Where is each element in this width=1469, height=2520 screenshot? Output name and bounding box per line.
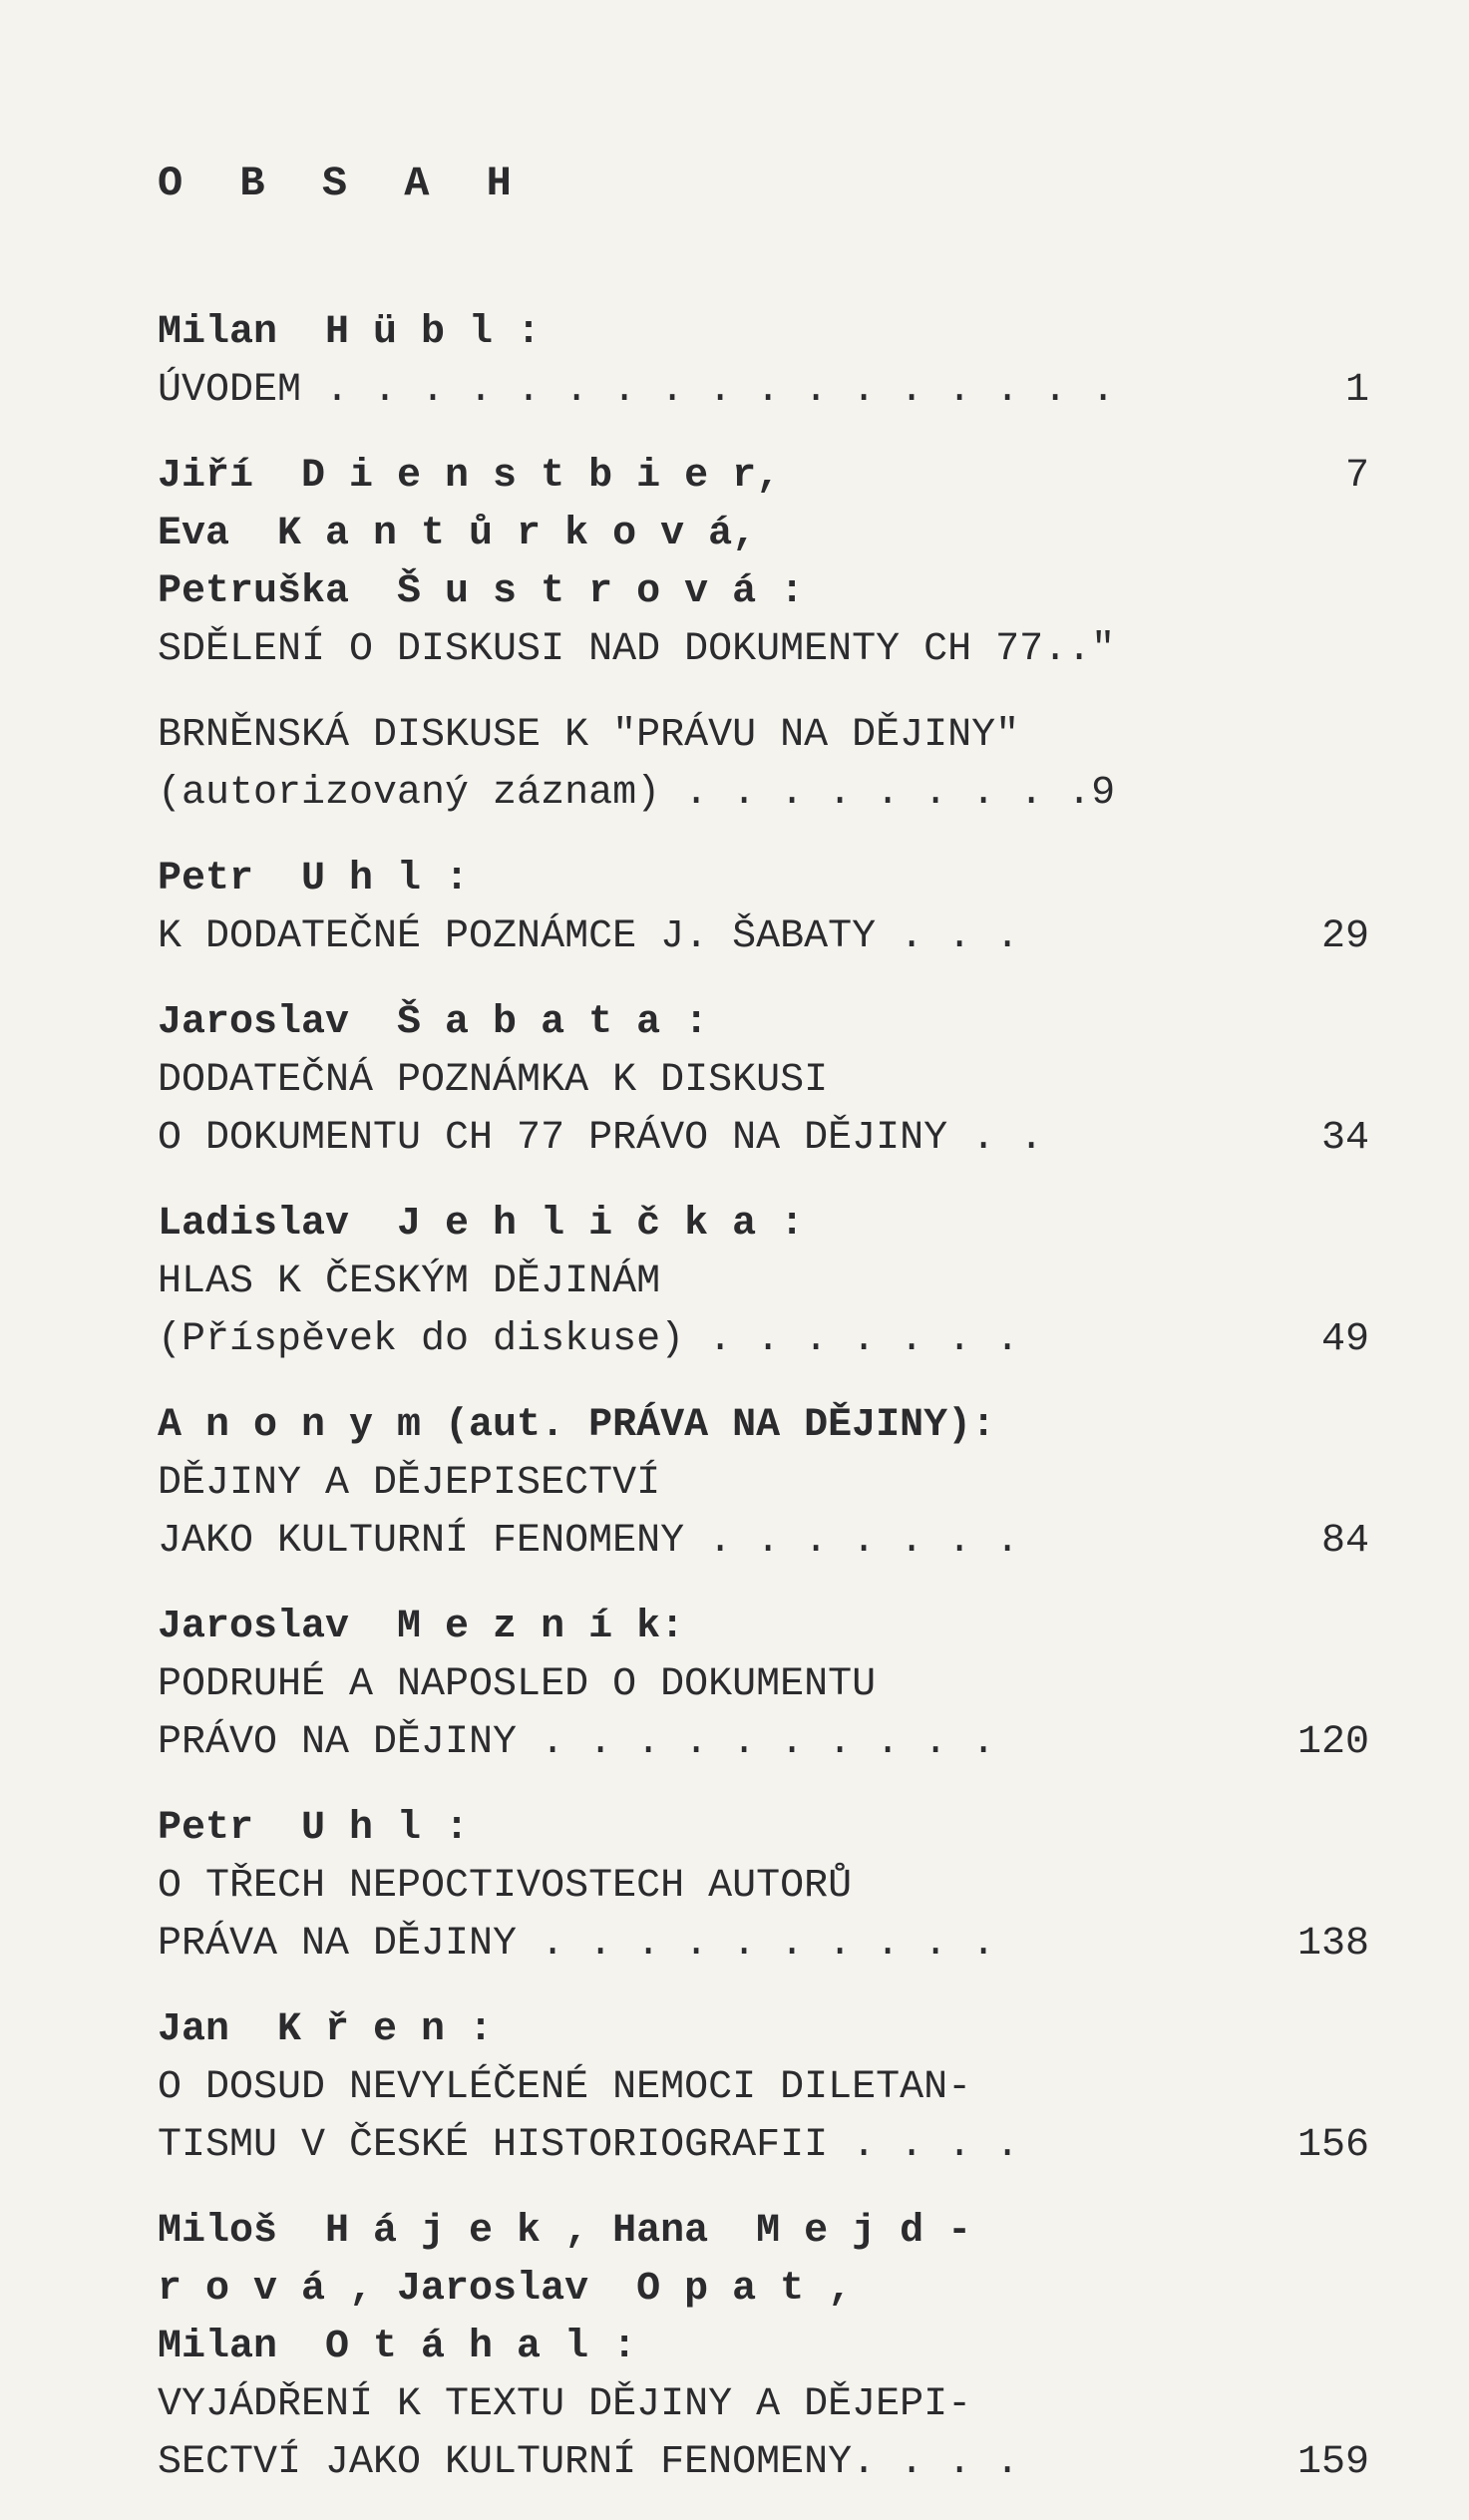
toc-entry — [158, 2001, 1369, 2175]
toc-title-line — [158, 1916, 1369, 1974]
title-text: O TŘECH NEPOCTIVOSTECH AUTORŮ — [158, 1864, 853, 1909]
title-text: PODRUHÉ A NAPOSLED O DOKUMENTU — [158, 1662, 877, 1707]
title-text: SECTVÍ JAKO KULTURNÍ FENOMENY. . . . — [158, 2440, 1020, 2485]
toc-author-line — [158, 448, 1369, 506]
page-number: 156 — [1296, 2123, 1369, 2168]
toc-entry — [158, 994, 1369, 1168]
author-text: r o v á , Jaroslav O p a t , — [158, 2267, 853, 2312]
page-number: 120 — [1296, 1720, 1369, 1765]
toc-author-line — [158, 2001, 1369, 2059]
title-text: JAKO KULTURNÍ FENOMENY . . . . . . . — [158, 1519, 1020, 1564]
page-number: 159 — [1296, 2440, 1369, 2485]
title-text: PRÁVO NA DĚJINY . . . . . . . . . . — [158, 1720, 996, 1765]
author-text: Jan K ř e n : — [158, 2007, 494, 2052]
page-number: 84 — [1320, 1519, 1369, 1564]
title-text: DĚJINY A DĚJEPISECTVÍ — [158, 1461, 661, 1506]
toc-entry — [158, 707, 1369, 823]
toc-title-line — [158, 2376, 1369, 2434]
toc-author-line — [158, 563, 1369, 621]
title-text: DODATEČNÁ POZNÁMKA K DISKUSI — [158, 1058, 829, 1103]
author-text: Petr U h l : — [158, 857, 470, 901]
toc-title-line — [158, 1110, 1369, 1168]
toc-entry — [158, 304, 1369, 420]
title-text: TISMU V ČESKÉ HISTORIOGRAFII . . . . — [158, 2123, 1020, 2168]
title-text: BRNĚNSKÁ DISKUSE K "PRÁVU NA DĚJINY" — [158, 713, 1020, 758]
title-text: O DOSUD NEVYLÉČENÉ NEMOCI DILETAN- — [158, 2065, 972, 2110]
title-text: (autorizovaný záznam) . . . . . . . . .9 — [158, 771, 1116, 816]
author-text: A n o n y m (aut. PRÁVA NA DĚJINY): — [158, 1403, 996, 1448]
title-text: VYJÁDŘENÍ K TEXTU DĚJINY A DĚJEPI- — [158, 2382, 972, 2427]
author-text: Milan H ü b l : — [158, 310, 542, 355]
author-text: Milan O t á h a l : — [158, 2325, 637, 2369]
title-text: PRÁVA NA DĚJINY . . . . . . . . . . — [158, 1922, 996, 1967]
toc-title-line — [158, 1311, 1369, 1369]
toc-title-line — [158, 1714, 1369, 1772]
title-text: K DODATEČNÉ POZNÁMCE J. ŠABATY . . . — [158, 914, 1020, 959]
table-of-contents — [158, 304, 1369, 2520]
page-number: 7 — [1344, 454, 1369, 499]
toc-author-line — [158, 1800, 1369, 1858]
page-number: 34 — [1320, 1116, 1369, 1161]
author-text: Miloš H á j e k , Hana M e j d - — [158, 2209, 972, 2254]
toc-title-line — [158, 1052, 1369, 1110]
title-text: O DOKUMENTU CH 77 PRÁVO NA DĚJINY . . — [158, 1116, 1044, 1161]
toc-author-line — [158, 2319, 1369, 2376]
toc-title-line — [158, 2059, 1369, 2117]
page-number: 1 — [1344, 368, 1369, 413]
author-text: Ladislav J e h l i č k a : — [158, 1202, 805, 1247]
author-text: Jaroslav M e z n í k: — [158, 1605, 685, 1649]
toc-author-line — [158, 2261, 1369, 2319]
toc-entry — [158, 1196, 1369, 1369]
toc-title-line — [158, 362, 1369, 420]
title-text: HLAS K ČESKÝM DĚJINÁM — [158, 1260, 661, 1304]
toc-author-line — [158, 1397, 1369, 1455]
toc-author-line — [158, 1196, 1369, 1254]
toc-author-line — [158, 851, 1369, 908]
toc-entry — [158, 2203, 1369, 2492]
toc-title-line — [158, 1455, 1369, 1513]
toc-author-line — [158, 506, 1369, 563]
title-text: SDĚLENÍ O DISKUSI NAD DOKUMENTY CH 77.." — [158, 627, 1116, 672]
toc-author-line — [158, 1599, 1369, 1656]
page-heading: O B S A H — [158, 160, 528, 207]
author-text: Petruška Š u s t r o v á : — [158, 569, 805, 614]
author-text: Jiří D i e n s t b i e r, — [158, 454, 781, 499]
page-number: 138 — [1296, 1922, 1369, 1967]
toc-title-line — [158, 2117, 1369, 2175]
toc-title-line — [158, 1858, 1369, 1916]
toc-title-line — [158, 1656, 1369, 1714]
toc-author-line — [158, 2203, 1369, 2261]
toc-title-line — [158, 1254, 1369, 1311]
toc-title-line — [158, 765, 1369, 823]
toc-title-line — [158, 2434, 1369, 2492]
toc-entry — [158, 1397, 1369, 1571]
toc-entry — [158, 1599, 1369, 1772]
author-text: Petr U h l : — [158, 1806, 470, 1851]
toc-entry — [158, 1800, 1369, 1974]
page-number: 29 — [1320, 914, 1369, 959]
toc-author-line — [158, 994, 1369, 1052]
page-number: 49 — [1320, 1317, 1369, 1362]
toc-title-line — [158, 707, 1369, 765]
title-text: ÚVODEM . . . . . . . . . . . . . . . . . — [158, 368, 1116, 413]
toc-entry — [158, 448, 1369, 679]
toc-title-line — [158, 908, 1369, 966]
toc-entry — [158, 851, 1369, 966]
toc-title-line — [158, 1513, 1369, 1571]
author-text: Jaroslav Š a b a t a : — [158, 1000, 709, 1045]
title-text: (Příspěvek do diskuse) . . . . . . . — [158, 1317, 1020, 1362]
toc-title-line — [158, 621, 1369, 679]
author-text: Eva K a n t ů r k o v á, — [158, 512, 757, 556]
toc-author-line — [158, 304, 1369, 362]
